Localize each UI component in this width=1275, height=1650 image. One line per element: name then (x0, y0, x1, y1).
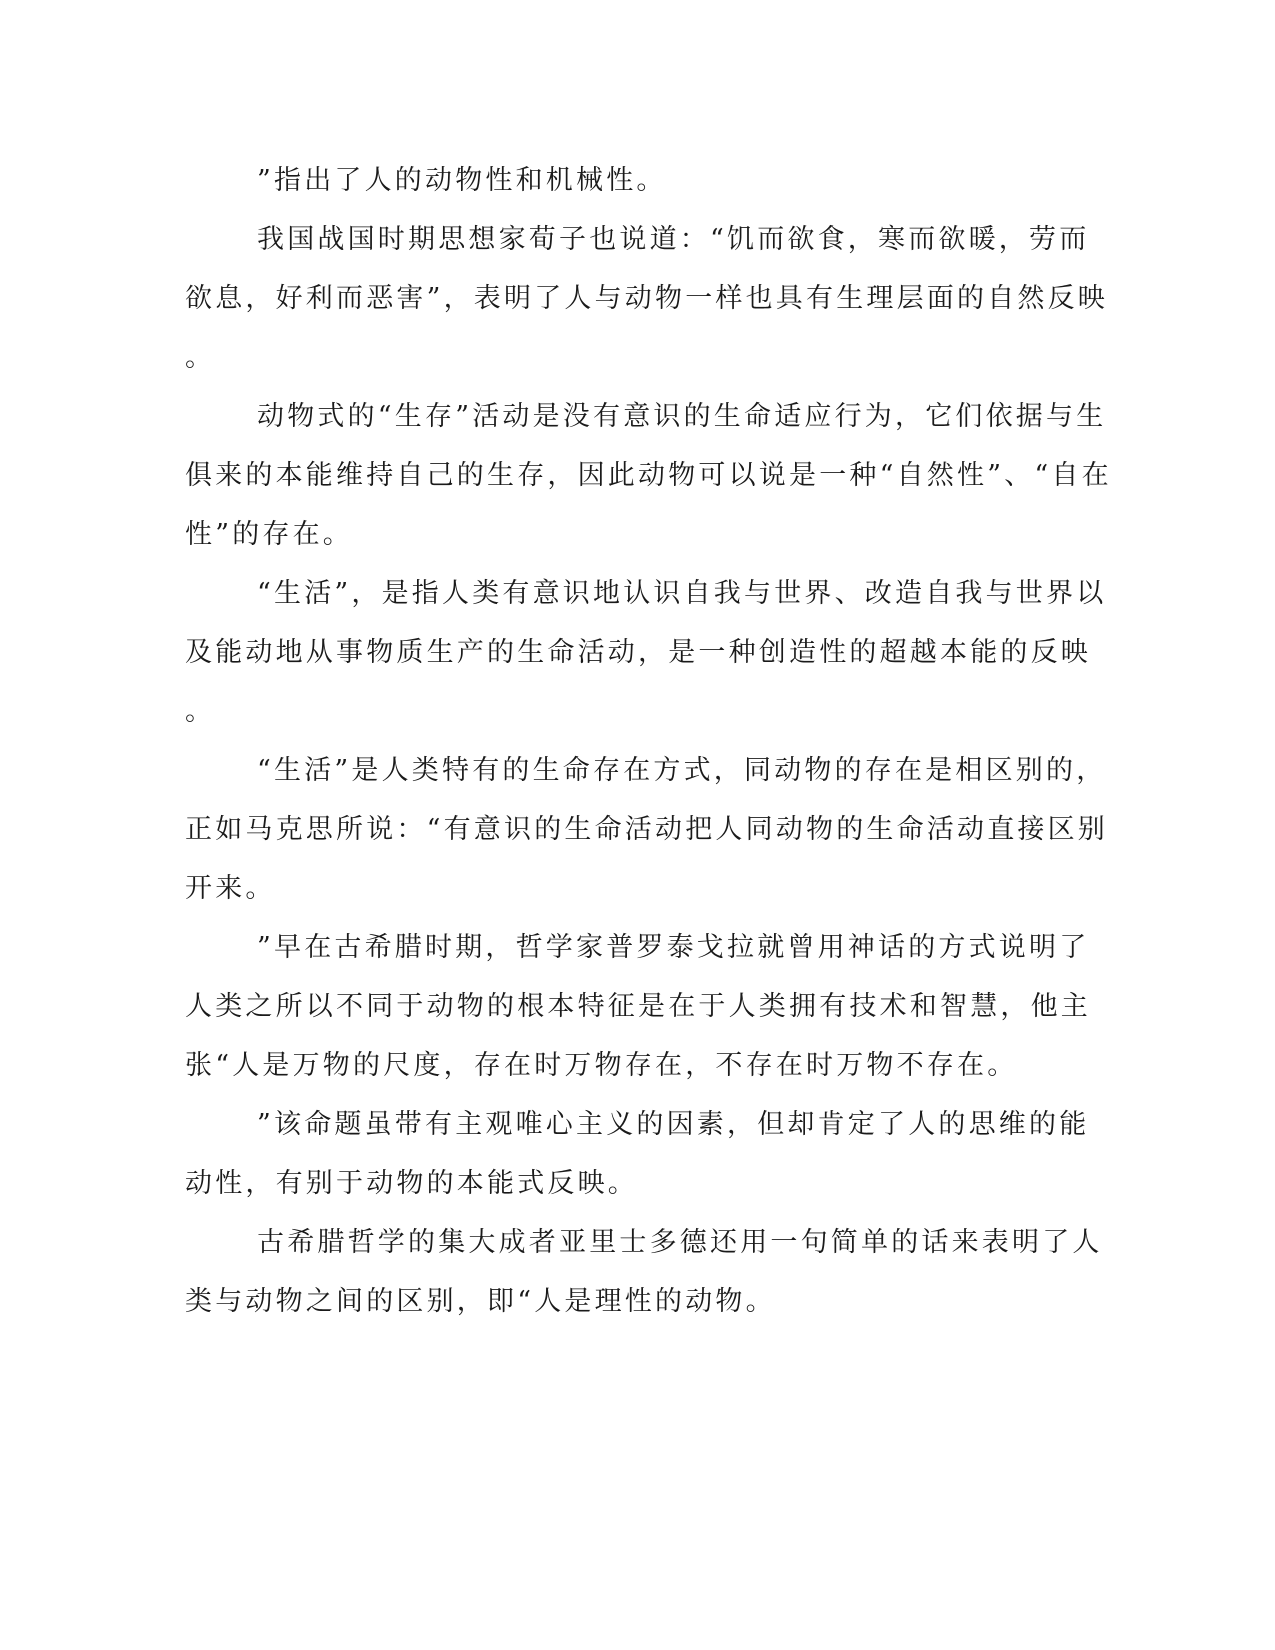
text-line: 性”的存在。 (185, 519, 354, 550)
text-line: 动性，有别于动物的本能式反映。 (185, 1168, 638, 1199)
text-line: 欲息，好利而恶害”，表明了人与动物一样也具有生理层面的自然反映 (185, 283, 1109, 314)
text-line: 人类之所以不同于动物的根本特征是在于人类拥有技术和智慧，他主 (185, 991, 1091, 1022)
text-line: 张“人是万物的尺度，存在时万物存在，不存在时万物不存在。 (185, 1050, 1018, 1081)
text-line: ”指出了人的动物性和机械性。 (257, 165, 667, 196)
text-line: 类与动物之间的区别，即“人是理性的动物。 (185, 1286, 776, 1317)
text-line: 正如马克思所说：“有意识的生命活动把人同动物的生命活动直接区别 (185, 814, 1109, 845)
text-line: ”早在古希腊时期，哲学家普罗泰戈拉就曾用神话的方式说明了 (257, 932, 1090, 963)
text-line: ”该命题虽带有主观唯心主义的因素，但却肯定了人的思维的能 (257, 1109, 1090, 1140)
text-line: “生活”，是指人类有意识地认识自我与世界、改造自我与世界以 (257, 578, 1107, 609)
text-line: 及能动地从事物质生产的生命活动，是一种创造性的超越本能的反映 (185, 637, 1091, 668)
text-line: 动物式的“生存”活动是没有意识的生命适应行为，它们依据与生 (257, 401, 1107, 432)
text-line: 。 (185, 342, 216, 373)
text-line: 。 (185, 696, 216, 727)
text-line: “生活”是人类特有的生命存在方式，同动物的存在是相区别的， (257, 755, 1107, 786)
text-line: 俱来的本能维持自己的生存，因此动物可以说是一种“自然性”、“自在 (185, 460, 1112, 491)
text-line: 开来。 (185, 873, 276, 904)
text-line: 古希腊哲学的集大成者亚里士多德还用一句简单的话来表明了人 (257, 1227, 1103, 1258)
text-line: 我国战国时期思想家荀子也说道：“饥而欲食，寒而欲暖，劳而 (257, 224, 1090, 255)
